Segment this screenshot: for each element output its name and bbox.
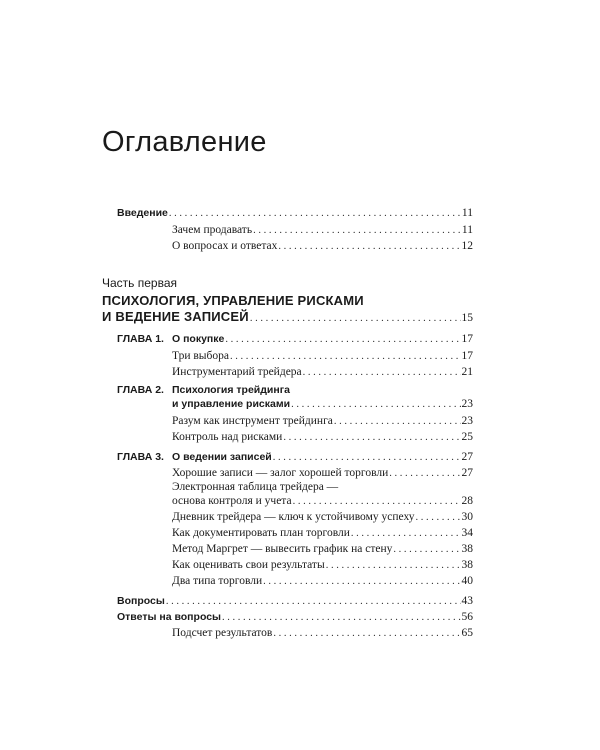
- toc-entry-answers[interactable]: [117, 611, 473, 623]
- toc-entry[interactable]: [172, 559, 473, 571]
- leader-dots: [225, 334, 460, 345]
- leader-dots: [230, 351, 461, 362]
- leader-dots: [389, 468, 460, 479]
- toc-page-number: 43: [461, 595, 473, 607]
- toc-entry-label: Метод Маргрет — вывесить график на стену: [172, 543, 393, 555]
- toc-entry-questions[interactable]: [117, 595, 473, 607]
- toc-page-number: 27: [461, 467, 473, 479]
- toc-entry-label: Хорошие записи — залог хорошей торговли: [172, 467, 389, 479]
- leader-dots: [169, 208, 461, 219]
- toc-entry[interactable]: [172, 527, 473, 539]
- toc-entry-label: Вопросы: [117, 595, 165, 607]
- leader-dots: [273, 628, 460, 639]
- page-title: Оглавление: [102, 126, 267, 158]
- chapter-number: ГЛАВА 3.: [117, 451, 164, 463]
- toc-page-number: 17: [461, 333, 473, 345]
- toc-entry-label: Как документировать план торговли: [172, 527, 350, 539]
- chapter-number: ГЛАВА 1.: [117, 333, 164, 345]
- toc-entry-label: Зачем продавать: [172, 224, 253, 236]
- toc-entry-label: Инструментарий трейдера: [172, 366, 302, 378]
- chapter-title: О покупке: [172, 333, 225, 345]
- leader-dots: [166, 596, 461, 607]
- leader-dots: [326, 560, 461, 571]
- toc-entry-label-line2: основа контроля и учета: [172, 495, 292, 507]
- toc-page-number: 11: [461, 207, 473, 219]
- leader-dots: [334, 416, 461, 427]
- toc-entry[interactable]: [172, 366, 473, 378]
- part-label: Часть первая: [102, 276, 178, 290]
- toc-page-number: 56: [461, 611, 473, 623]
- toc-entry-chapter[interactable]: [172, 451, 473, 463]
- toc-page-number: 15: [461, 312, 473, 324]
- leader-dots: [222, 612, 460, 623]
- toc-entry-label: Как оценивать свои результаты: [172, 559, 325, 571]
- leader-dots: [416, 512, 461, 523]
- toc-page-number: 28: [461, 495, 473, 507]
- toc-page-number: 25: [461, 431, 473, 443]
- toc-entry-label: Контроль над рисками: [172, 431, 283, 443]
- toc-entry-label: Ответы на вопросы: [117, 611, 222, 623]
- toc-page-number: 21: [461, 366, 473, 378]
- toc-entry-chapter[interactable]: [172, 333, 473, 345]
- leader-dots: [351, 528, 461, 539]
- toc-page-number: 11: [461, 224, 473, 236]
- toc-page-number: 34: [461, 527, 473, 539]
- toc-entry-label: Два типа торговли: [172, 575, 263, 587]
- toc-entry-label: О вопросах и ответах: [172, 240, 278, 252]
- leader-dots: [303, 367, 461, 378]
- toc-page-number: 23: [461, 398, 473, 410]
- toc-entry[interactable]: [172, 627, 473, 639]
- toc-page-number: 12: [461, 240, 473, 252]
- toc-entry[interactable]: [172, 575, 473, 587]
- chapter-title-line1: Психология трейдинга: [172, 384, 290, 396]
- toc-page-number: 40: [461, 575, 473, 587]
- toc-entry[interactable]: [172, 224, 473, 236]
- toc-page-number: 30: [461, 511, 473, 523]
- toc-entry-chapter[interactable]: [172, 398, 473, 410]
- toc-entry-part[interactable]: [102, 309, 473, 324]
- toc-entry-intro[interactable]: [117, 207, 473, 219]
- leader-dots: [291, 399, 460, 410]
- toc-entry[interactable]: [172, 431, 473, 443]
- toc-entry-label: Дневник трейдера — ключ к устойчивому успеху: [172, 511, 415, 523]
- toc-entry-label: Три выбора: [172, 350, 229, 362]
- toc-entry[interactable]: [172, 495, 473, 507]
- part-title-line2: И ВЕДЕНИЕ ЗАПИСЕЙ: [102, 309, 249, 324]
- toc-entry-label: Подсчет результатов: [172, 627, 273, 639]
- part-title-line1: ПСИХОЛОГИЯ, УПРАВЛЕНИЕ РИСКАМИ: [102, 293, 364, 308]
- toc-entry-label-line1: Электронная таблица трейдера —: [172, 481, 339, 493]
- toc-entry[interactable]: [172, 543, 473, 555]
- toc-entry-label: Введение: [117, 207, 168, 219]
- toc-entry[interactable]: [172, 240, 473, 252]
- toc-entry[interactable]: [172, 467, 473, 479]
- toc-entry[interactable]: [172, 350, 473, 362]
- leader-dots: [283, 432, 460, 443]
- toc-page-number: 27: [461, 451, 473, 463]
- leader-dots: [278, 241, 460, 252]
- toc-page-number: 17: [461, 350, 473, 362]
- toc-entry-label: Разум как инструмент трейдинга: [172, 415, 333, 427]
- leader-dots: [253, 225, 461, 236]
- toc-entry[interactable]: [172, 511, 473, 523]
- leader-dots: [273, 452, 461, 463]
- toc-entry[interactable]: [172, 415, 473, 427]
- leader-dots: [263, 576, 460, 587]
- toc-page-number: 65: [461, 627, 473, 639]
- toc-page-number: 23: [461, 415, 473, 427]
- leader-dots: [293, 496, 461, 507]
- chapter-title: О ведении записей: [172, 451, 272, 463]
- leader-dots: [393, 544, 460, 555]
- toc-page-number: 38: [461, 543, 473, 555]
- leader-dots: [250, 313, 461, 324]
- chapter-number: ГЛАВА 2.: [117, 384, 164, 396]
- chapter-title-line2: и управление рисками: [172, 398, 291, 410]
- toc-page-number: 38: [461, 559, 473, 571]
